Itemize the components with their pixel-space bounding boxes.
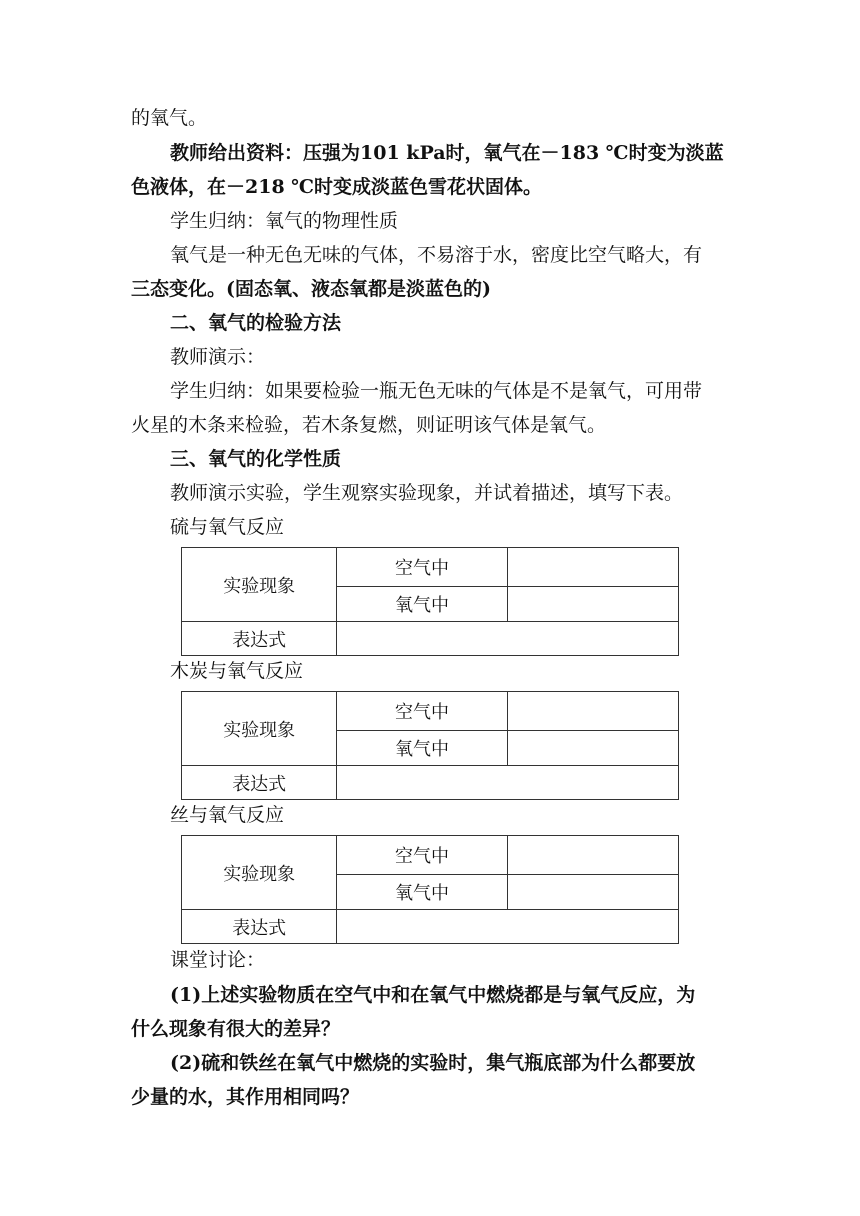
expression-label: 表达式 — [182, 622, 337, 656]
in-oxygen-answer-cell[interactable] — [507, 587, 678, 622]
detection-method-line-1: 学生归纳：如果要检验一瓶无色无味的气体是不是氧气，可用带 — [170, 380, 703, 402]
expression-answer-cell[interactable] — [337, 910, 679, 944]
in-oxygen-label: 氧气中 — [337, 875, 507, 910]
question-2-line-1: (2)硫和铁丝在氧气中燃烧的实验时，集气瓶底部为什么都要放 — [170, 1052, 696, 1074]
table-caption-wire: 丝与氧气反应 — [170, 804, 285, 826]
phenomenon-label: 实验现象 — [182, 548, 337, 622]
in-oxygen-answer-cell[interactable] — [507, 731, 678, 766]
section-heading-chemical: 三、氧气的化学性质 — [170, 448, 342, 470]
in-air-label: 空气中 — [337, 692, 507, 731]
reaction-table-sulfur — [181, 547, 679, 656]
in-air-label: 空气中 — [337, 836, 507, 875]
expression-label: 表达式 — [182, 766, 337, 800]
physical-properties-line-2: 三态变化。(固态氧、液态氧都是淡蓝色的) — [131, 278, 491, 300]
in-oxygen-label: 氧气中 — [337, 587, 507, 622]
phenomenon-label: 实验现象 — [182, 836, 337, 910]
reaction-table-charcoal — [181, 691, 679, 800]
in-air-answer-cell[interactable] — [507, 692, 678, 731]
physical-properties-line-1: 氧气是一种无色无味的气体，不易溶于水，密度比空气略大，有 — [170, 244, 703, 266]
expression-label: 表达式 — [182, 910, 337, 944]
detection-method-line-2: 火星的木条来检验，若木条复燃，则证明该气体是氧气。 — [131, 414, 607, 436]
table-caption-sulfur: 硫与氧气反应 — [170, 516, 285, 538]
phenomenon-label: 实验现象 — [182, 692, 337, 766]
question-2-line-2: 少量的水，其作用相同吗？ — [131, 1086, 360, 1108]
reaction-table-wire — [181, 835, 679, 944]
section-heading-detection: 二、氧气的检验方法 — [170, 312, 342, 334]
demo-instruction: 教师演示实验，学生观察实验现象，并试着描述，填写下表。 — [170, 482, 684, 504]
paragraph-continuation: 的氧气。 — [131, 107, 208, 129]
in-oxygen-label: 氧气中 — [337, 731, 507, 766]
expression-answer-cell[interactable] — [337, 622, 679, 656]
in-air-answer-cell[interactable] — [507, 548, 678, 587]
discussion-heading: 课堂讨论： — [170, 949, 266, 971]
question-1-line-1: (1)上述实验物质在空气中和在氧气中燃烧都是与氧气反应，为 — [170, 984, 696, 1006]
student-summary-heading: 学生归纳：氧气的物理性质 — [170, 210, 399, 232]
teacher-data-line-1: 教师给出资料：压强为101 kPa时，氧气在－183 ℃时变为淡蓝 — [170, 142, 724, 164]
teacher-data-line-2: 色液体，在－218 ℃时变成淡蓝色雪花状固体。 — [131, 176, 543, 198]
in-oxygen-answer-cell[interactable] — [507, 875, 678, 910]
expression-answer-cell[interactable] — [337, 766, 679, 800]
teacher-demo-label: 教师演示： — [170, 346, 266, 368]
in-air-answer-cell[interactable] — [507, 836, 678, 875]
table-caption-charcoal: 木炭与氧气反应 — [170, 660, 304, 682]
in-air-label: 空气中 — [337, 548, 507, 587]
question-1-line-2: 什么现象有很大的差异？ — [131, 1018, 341, 1040]
